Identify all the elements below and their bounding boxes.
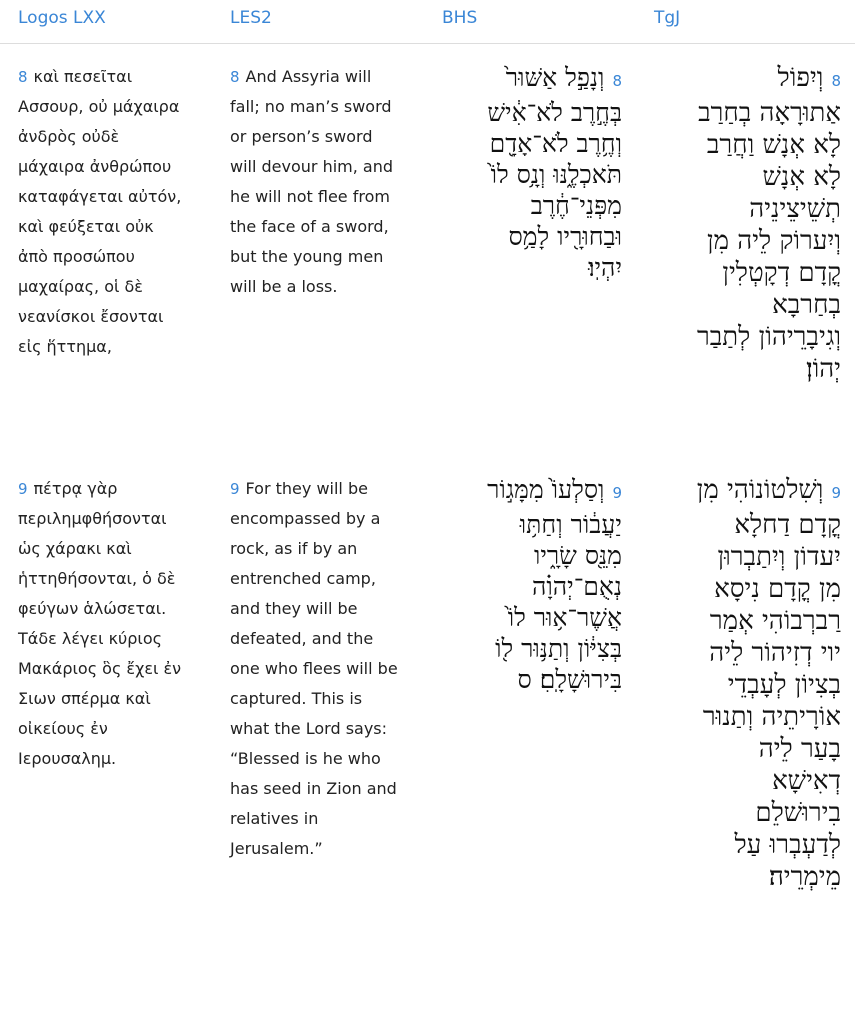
text-line: תֹּאכְלֶ֑נּוּ וְנָ֥ס לוֹ֙ — [490, 160, 622, 189]
text-line: Σιων σπέρμα καὶ — [18, 689, 151, 708]
text-line: captured. This is — [230, 689, 363, 708]
text-line: מִנֵּ֖ס שָׂרָ֑יו — [533, 541, 622, 570]
verse-number[interactable]: 9 — [831, 484, 841, 502]
text-line: בָעַר לֵיה — [758, 734, 841, 764]
verse-row — [0, 474, 855, 1024]
text-line: בִּירוּשָׁלָֽםִ׃ ס — [517, 665, 622, 694]
text-line: לָא אְנָשׁ — [762, 162, 841, 192]
text-line: Μακάριος ὃς ἔχει ἐν — [18, 659, 182, 678]
text-line: אֲשֶׁר־א֥וּר לוֹ֙ — [507, 603, 622, 632]
text-line: בְצִיוֹן לְעָבְדֵי — [727, 670, 841, 700]
text-line: יִהְיֽוּ׃ — [588, 253, 622, 282]
text-line: בְּחֶ֣רֶב לֹא־אִ֔ישׁ — [487, 98, 622, 127]
text-line: fall; no man’s sword — [230, 97, 392, 116]
text-line: Τάδε λέγει κύριος — [18, 629, 163, 648]
verse-number[interactable]: 8 — [230, 68, 240, 86]
text-line: defeated, and the — [230, 629, 374, 648]
text-line: 8וְנָפַ֣ל אַשּׁוּר֙ — [505, 63, 622, 92]
text-line: εἰς ἥττημα, — [18, 337, 112, 356]
text-line: יְהוֹן׃ — [805, 354, 841, 384]
les2-verse-cell — [212, 474, 424, 1024]
text-line: 8וְיִפוֹל — [777, 63, 841, 93]
text-line: Ιερουσαλημ. — [18, 749, 117, 768]
column-header-tgj[interactable]: TgJ — [654, 8, 681, 28]
text-line: but the young men — [230, 247, 384, 266]
text-line: καὶ φεύξεται οὐκ — [18, 217, 154, 236]
text-line: 8 καὶ πεσεῖται — [18, 67, 133, 86]
verse-number[interactable]: 9 — [612, 484, 622, 502]
text-line: רַברְבוֹהִי אְמַר — [709, 606, 841, 636]
bhs-verse-cell — [424, 62, 636, 474]
text-line: νεανίσκοι ἔσονται — [18, 307, 164, 326]
text-line: בְּצִיּ֔וֹן וְתַנּ֥וּר ל֖וֹ — [495, 634, 622, 663]
text-line: וְגִיבָרֵיהוֹן לְתַבַר — [697, 322, 841, 352]
text-line: בִירוּשׁלֵם — [755, 798, 841, 828]
text-line: לָא אְנָשׁ וַחֲרַב — [706, 130, 841, 160]
column-header-lxx[interactable]: Logos LXX — [18, 8, 106, 28]
text-line: מִן קֳדָם נִיסָא — [714, 574, 841, 604]
text-line: Jerusalem.” — [230, 839, 323, 858]
text-line: ἀνδρὸς οὐδὲ — [18, 127, 120, 146]
text-line: the face of a sword, — [230, 217, 389, 236]
lxx-verse-cell — [0, 474, 212, 1024]
text-line: 9וְסַלְעוֹ֙ מִמָּג֣וֹר — [487, 475, 622, 504]
text-line: will be a loss. — [230, 277, 338, 296]
text-line: περιλημφθήσονται — [18, 509, 167, 528]
column-header-bhs[interactable]: BHS — [442, 8, 478, 28]
verse-number[interactable]: 9 — [18, 480, 28, 498]
text-line: 9וְשִׁלטוֹנוֹהִי מִן — [696, 475, 841, 505]
text-line: μάχαιρα ἀνθρώπου — [18, 157, 172, 176]
text-line: ὡς χάρακι καὶ — [18, 539, 132, 558]
text-line: has seed in Zion and — [230, 779, 397, 798]
text-line: וְיִערוֹק לֵיה מִן — [706, 226, 841, 256]
verse-number[interactable]: 8 — [831, 72, 841, 90]
text-line: he will not flee from — [230, 187, 390, 206]
text-line: οἰκείους ἐν — [18, 719, 108, 738]
text-line: דְאִישָׁא — [772, 766, 841, 796]
text-line: יִעדוֹן וְיִתַבְרוּן — [717, 542, 841, 572]
text-line: καταφάγεται αὐτόν, — [18, 187, 182, 206]
text-line: תְשֵׁיצֵינֵיה — [749, 194, 841, 224]
text-line: 9 For they will be — [230, 479, 368, 498]
text-line: נְאֻם־יְהוָ֗ה — [531, 572, 622, 601]
text-line: וְחֶ֥רֶב לֹא־אָדָ֖ם — [489, 129, 622, 158]
text-line: rock, as if by an — [230, 539, 358, 558]
text-line: קֳדָם דַחלָא — [734, 510, 841, 540]
text-line: Ασσουρ, οὐ μάχαιρα — [18, 97, 180, 116]
verse-number[interactable]: 8 — [18, 68, 28, 86]
column-header-les2[interactable]: LES2 — [230, 8, 272, 28]
text-line: encompassed by a — [230, 509, 381, 528]
text-line: לְדַעְבְרוּ עַל — [734, 830, 841, 860]
text-line: קֳדָם דְקָטְלִין — [722, 258, 841, 288]
text-line: 9 πέτρᾳ γὰρ — [18, 479, 118, 498]
text-line: אוֹרָיתֵיה וְתַנוּר — [702, 702, 841, 732]
text-line: בְחַרבָא — [772, 290, 841, 320]
text-line: what the Lord says: — [230, 719, 388, 738]
text-line: מֵימְרֵיה׃ — [768, 862, 841, 892]
text-line: or person’s sword — [230, 127, 373, 146]
verse-row — [0, 44, 855, 474]
text-line: אַתוּרָאָה בְחַרַב — [698, 98, 841, 128]
text-line: יוי דְזִיהוֹר לֵיה — [709, 638, 841, 668]
column-header-bar — [0, 0, 855, 44]
text-line: one who flees will be — [230, 659, 398, 678]
verse-number[interactable]: 9 — [230, 480, 240, 498]
les2-verse-cell — [212, 62, 424, 474]
tgj-verse-cell — [636, 62, 855, 474]
text-line: φεύγων ἁλώσεται. — [18, 599, 167, 618]
text-line: 8 And Assyria will — [230, 67, 372, 86]
text-line: מִפְּנֵי־חֶ֔רֶב — [530, 191, 622, 220]
verse-number[interactable]: 8 — [612, 72, 622, 90]
text-line: μαχαίρας, οἱ δὲ — [18, 277, 143, 296]
text-line: will devour him, and — [230, 157, 394, 176]
text-line: יַעֲב֔וֹר וְחַתּ֥וּ — [519, 510, 622, 539]
text-line: entrenched camp, — [230, 569, 376, 588]
tgj-verse-cell — [636, 474, 855, 1024]
text-line: ἀπὸ προσώπου — [18, 247, 135, 266]
bhs-verse-cell — [424, 474, 636, 1024]
text-line: וּבַחוּרָ֖יו לָמַ֥ס — [508, 222, 622, 251]
lxx-verse-cell — [0, 62, 212, 474]
text-line: “Blessed is he who — [230, 749, 381, 768]
text-line: relatives in — [230, 809, 319, 828]
text-line: and they will be — [230, 599, 358, 618]
text-line: ἡττηθήσονται, ὁ δὲ — [18, 569, 176, 588]
